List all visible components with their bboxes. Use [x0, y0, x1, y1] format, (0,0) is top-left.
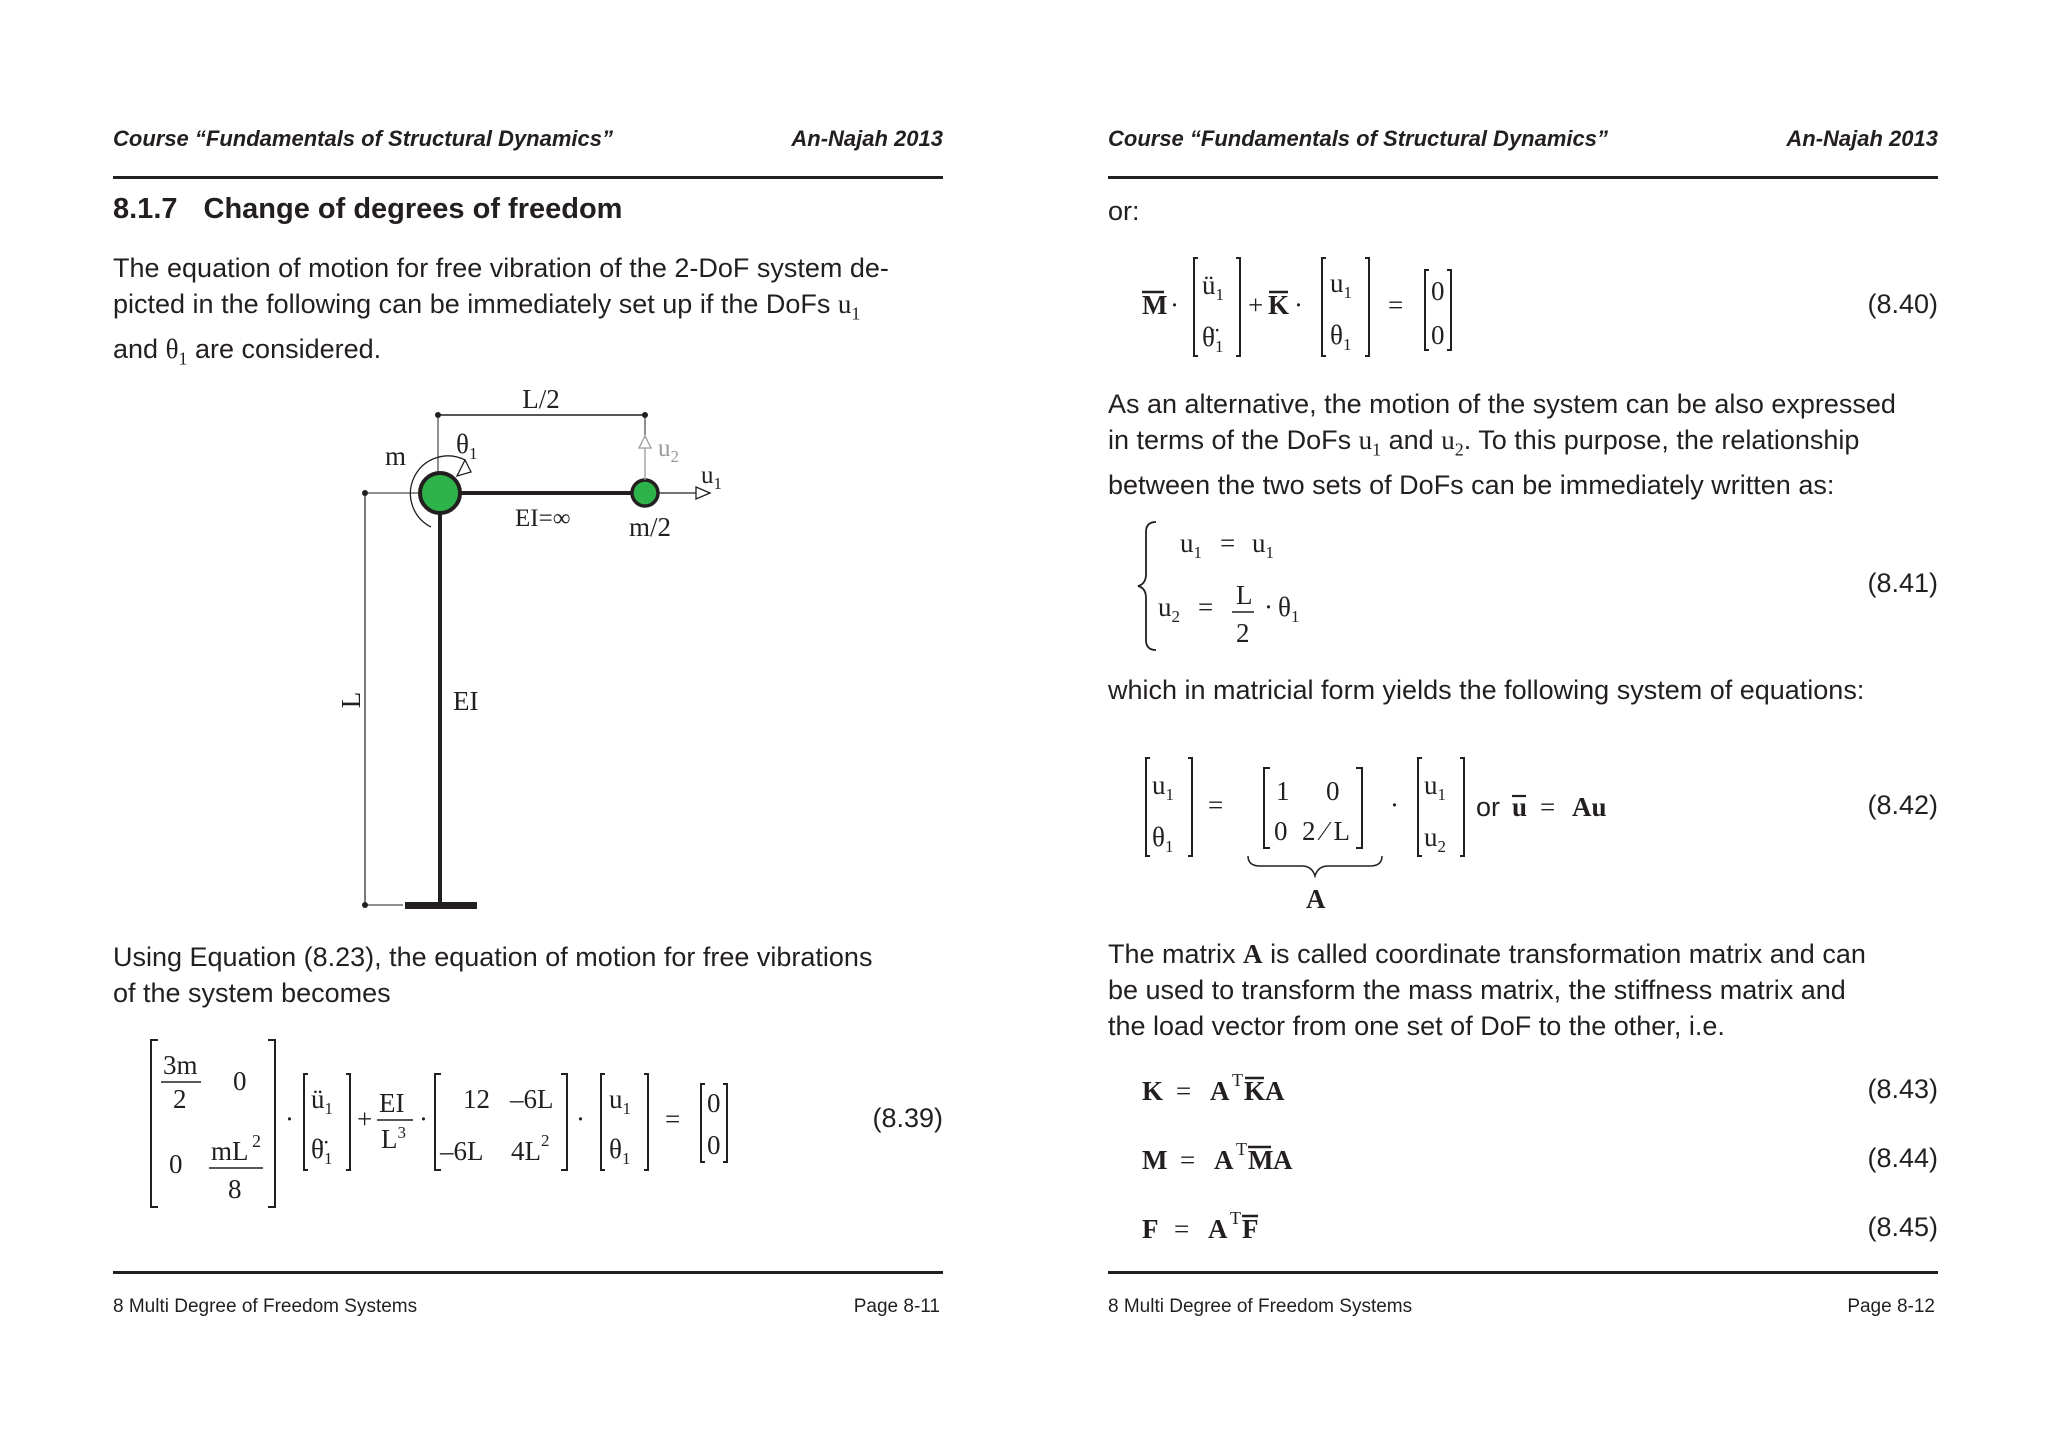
svg-text:A: A — [1214, 1145, 1234, 1175]
svg-text:θ1: $\theta_1$ — [1152, 822, 1174, 856]
svg-text:u2: $u_2$ — [1424, 822, 1446, 856]
svg-text:=: = — [1176, 1076, 1192, 1106]
half-mass-label: m/2 — [629, 512, 672, 542]
text-line: Using Equation (8.23), the equation of motion for free vibrations — [113, 942, 873, 972]
svg-text:·: · — [1294, 290, 1303, 320]
theta-label: $\theta_1$ — [456, 429, 478, 463]
svg-text:u: u — [1512, 792, 1528, 822]
svg-text:u1: $u_1$ — [1252, 528, 1274, 562]
svg-text:M: M — [1142, 1145, 1168, 1175]
math-u1: $u_1$ — [837, 289, 861, 324]
svg-text:3m: 3m — [163, 1050, 198, 1080]
rigid-beam-label: EI=∞ — [515, 505, 571, 532]
svg-text:4L: 4L — [511, 1136, 541, 1166]
equation-number: (8.44) — [1867, 1143, 1938, 1173]
header-institution: An-Najah 2013 — [791, 126, 943, 151]
column-stiffness-label: EI — [453, 686, 479, 716]
svg-text:=: = — [1540, 792, 1556, 822]
svg-text:EI: EI — [379, 1088, 405, 1118]
equation-8-39 — [113, 0, 943, 1448]
text-line: in terms of the DoFs $u_1$ and $u_2$. To this purpose, the relationship — [1108, 425, 1860, 460]
course-title: Course “Fundamentals of Structural Dynamics” — [1108, 126, 1608, 151]
svg-text:=: = — [1174, 1214, 1190, 1244]
svg-text:Au: Au — [1572, 792, 1607, 822]
svg-text:T: T — [1236, 1139, 1247, 1159]
length-label: L — [336, 691, 366, 709]
svg-text:u1: $u_1$ — [609, 1084, 631, 1118]
math-theta1: $\theta_1$ — [165, 334, 188, 369]
footer-rule — [1108, 1271, 1938, 1274]
math-u2: $u_2$ — [1441, 425, 1464, 460]
chapter-title: 8 Multi Degree of Freedom Systems — [113, 1296, 418, 1317]
equation-number: (8.39) — [872, 1103, 943, 1133]
svg-text:=: = — [1180, 1145, 1196, 1175]
svg-text:1: 1 — [1276, 776, 1290, 806]
math-u1: $u_1$ — [1358, 425, 1382, 460]
svg-text:·: · — [1170, 290, 1179, 320]
svg-text:F: F — [1142, 1214, 1159, 1244]
svg-text:·: · — [419, 1104, 428, 1134]
svg-text:·: · — [1264, 592, 1273, 622]
svg-text:2: 2 — [173, 1084, 187, 1114]
svg-text:+: + — [1248, 290, 1264, 320]
svg-text:θ̈1: $\thetä_1$ — [1202, 322, 1224, 356]
section-number: 8.1.7 — [113, 193, 178, 225]
svg-text:K: K — [1142, 1076, 1164, 1106]
text-line: and $\theta_1$ are considered. — [113, 334, 382, 369]
svg-text:=: = — [1220, 528, 1236, 558]
equation-number: (8.41) — [1867, 568, 1938, 598]
equations-8-43-to-8-45 — [1108, 0, 1938, 1448]
footer-rule — [113, 1271, 943, 1274]
svg-text:–6L: –6L — [440, 1136, 484, 1166]
text-line: The equation of motion for free vibration of the 2-DoF system de- — [113, 253, 889, 283]
svg-text:L3: $L^3$ — [381, 1123, 406, 1154]
svg-text:u1: $u_1$ — [1330, 268, 1352, 302]
svg-text:K: K — [1268, 290, 1290, 320]
svg-text:A: A — [1273, 1145, 1293, 1175]
svg-text:θ1: $\theta_1$ — [609, 1134, 631, 1168]
equation-number: (8.43) — [1867, 1074, 1938, 1104]
left-page — [113, 0, 943, 1448]
svg-text:mL: mL — [211, 1136, 249, 1166]
u1-label: $u_1$ — [701, 462, 722, 493]
svg-text:u2: $u_2$ — [1158, 592, 1180, 626]
svg-text:θ1: $\theta_1$ — [1330, 320, 1352, 354]
right-page — [1108, 0, 1938, 1448]
svg-text:0: 0 — [707, 1088, 721, 1118]
svg-text:θ1: $\theta_1$ — [1278, 592, 1300, 626]
svg-text:ü1: $ü_1$ — [1202, 270, 1224, 304]
svg-text:=: = — [1208, 790, 1224, 820]
svg-text:M: M — [1142, 290, 1168, 320]
text-line: picted in the following can be immediately set up if the DoFs $u_1$ — [113, 289, 861, 324]
svg-text:0: 0 — [707, 1130, 721, 1160]
svg-text:·: · — [1390, 790, 1399, 820]
svg-text:u1: $u_1$ — [1152, 770, 1174, 804]
svg-text:M: M — [1248, 1145, 1274, 1175]
svg-text:A: A — [1210, 1076, 1230, 1106]
header-institution: An-Najah 2013 — [1786, 126, 1938, 151]
page-number: Page 8-11 — [853, 1296, 940, 1317]
svg-text:0: 0 — [233, 1066, 247, 1096]
svg-text:+: + — [357, 1104, 373, 1134]
equation-number: (8.45) — [1867, 1212, 1938, 1242]
dim-half-label: L/2 — [522, 384, 560, 414]
text-line: the load vector from one set of DoF to the other, i.e. — [1108, 1011, 1725, 1041]
chapter-title: 8 Multi Degree of Freedom Systems — [1108, 1296, 1413, 1317]
or-word: or — [1476, 792, 1501, 822]
svg-text:=: = — [665, 1104, 681, 1134]
text-line: be used to transform the mass matrix, the stiffness matrix and — [1108, 975, 1846, 1005]
svg-text:8: 8 — [228, 1174, 242, 1204]
svg-text:·: · — [285, 1104, 294, 1134]
svg-text:F: F — [1242, 1214, 1259, 1244]
svg-text:2: 2 — [541, 1131, 550, 1150]
page-number: Page 8-12 — [1847, 1296, 1935, 1317]
text-line: of the system becomes — [113, 978, 391, 1008]
svg-text:0: 0 — [1326, 776, 1340, 806]
svg-text:2 ⁄ L: 2 ⁄ L — [1302, 816, 1351, 846]
svg-text:θ̈1: $\thetä_1$ — [311, 1134, 333, 1168]
svg-text:u1: $u_1$ — [1424, 770, 1446, 804]
svg-text:–6L: –6L — [510, 1084, 554, 1114]
svg-text:2: 2 — [1236, 618, 1250, 648]
text-line: As an alternative, the motion of the system can be also expressed — [1108, 389, 1896, 419]
svg-text:T: T — [1230, 1208, 1241, 1228]
svg-text:0: 0 — [1431, 320, 1445, 350]
svg-text:K: K — [1244, 1076, 1266, 1106]
u2-label: $u_2$ — [658, 435, 679, 466]
math-A: A — [1243, 939, 1263, 969]
mass-label: m — [385, 441, 407, 471]
svg-text:0: 0 — [1431, 276, 1445, 306]
section-title: Change of degrees of freedom — [203, 193, 623, 225]
svg-text:ü1: $ü_1$ — [311, 1084, 333, 1118]
svg-text:0: 0 — [169, 1149, 183, 1179]
svg-text:A: A — [1265, 1076, 1285, 1106]
equation-number: (8.40) — [1867, 289, 1938, 319]
svg-text:=: = — [1388, 290, 1404, 320]
text-line: The matrix A is called coordinate transformation matrix and can — [1108, 939, 1866, 969]
svg-text:0: 0 — [1274, 816, 1288, 846]
text-line: between the two sets of DoFs can be immediately written as: — [1108, 470, 1835, 501]
svg-text:A: A — [1306, 884, 1326, 914]
svg-text:2: 2 — [252, 1131, 261, 1151]
svg-text:=: = — [1198, 592, 1214, 622]
svg-text:u1: $u_1$ — [1180, 528, 1202, 562]
or-label: or: — [1108, 196, 1140, 226]
svg-text:·: · — [576, 1104, 585, 1134]
course-title: Course “Fundamentals of Structural Dynamics” — [113, 126, 613, 151]
matrix-form-paragraph: which in matricial form yields the following system of equations: — [1108, 675, 1865, 705]
svg-text:A: A — [1208, 1214, 1228, 1244]
svg-text:12: 12 — [463, 1084, 490, 1114]
svg-text:T: T — [1232, 1070, 1243, 1090]
svg-text:L: L — [1236, 580, 1253, 610]
equation-number: (8.42) — [1867, 790, 1938, 820]
